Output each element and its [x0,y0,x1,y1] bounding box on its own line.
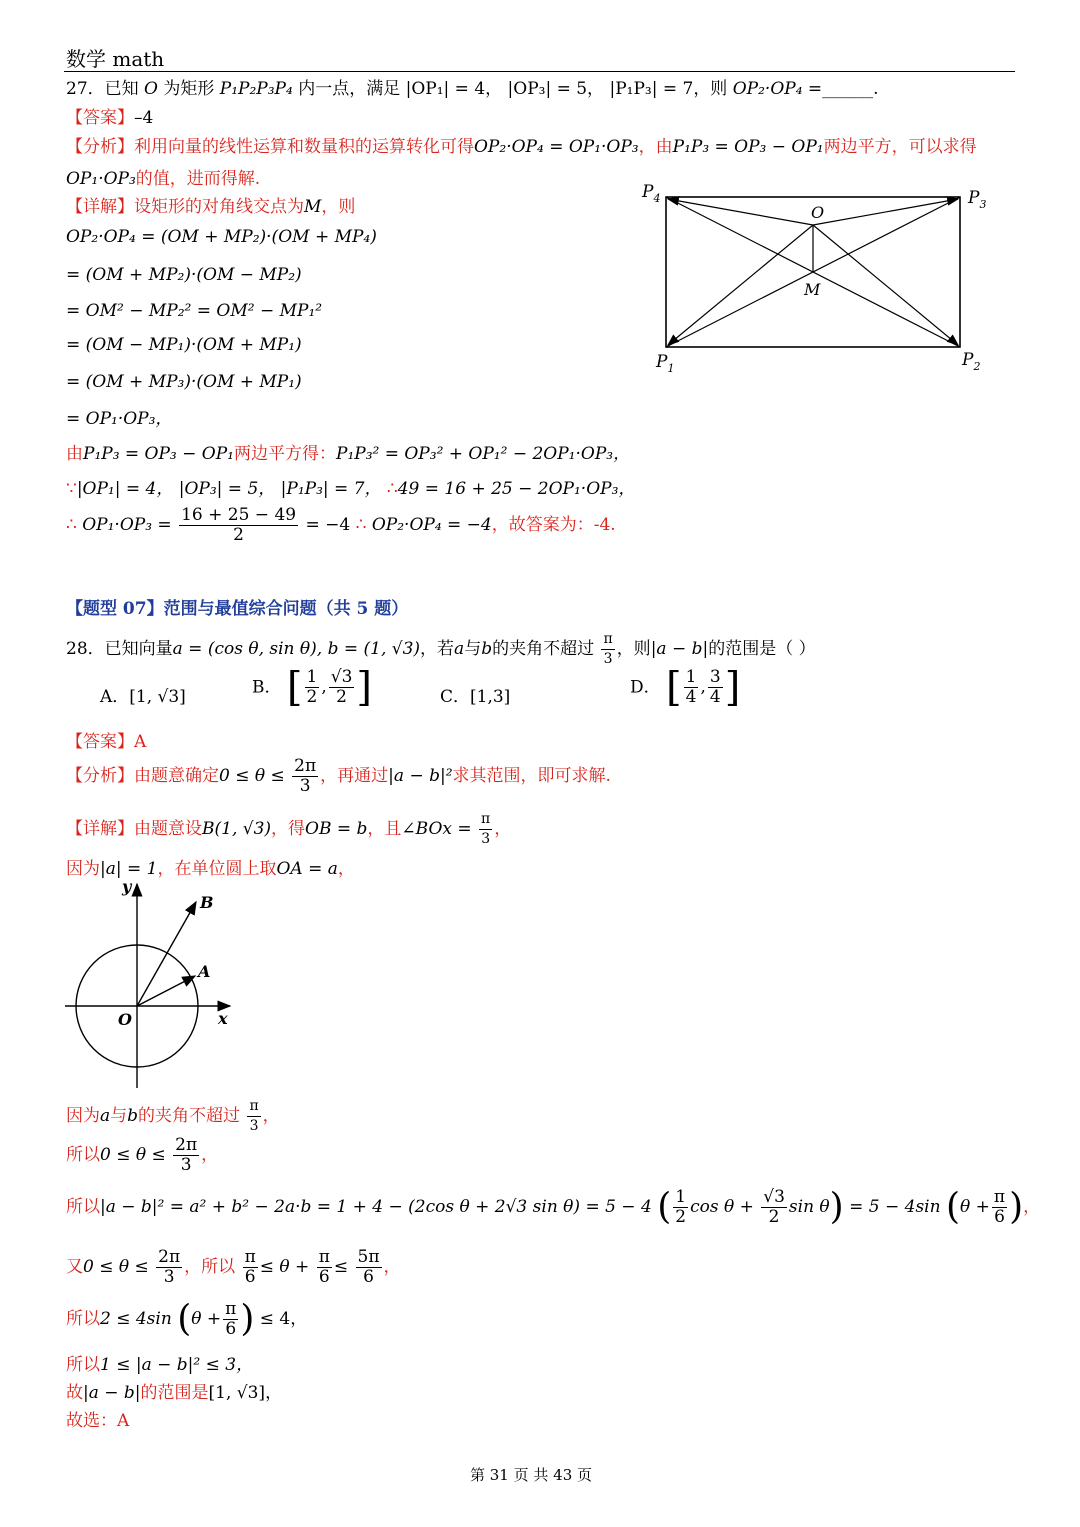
label-b: B [200,893,214,912]
label-m: M [804,280,821,299]
q27-detail-intro: 【详解】设矩形的对角线交点为M，则 [66,197,356,217]
label-p3: $P_3$ [968,188,987,211]
header-rule [64,71,1015,72]
q27-derivation-line-1: OP₂·OP₄ = (OM + MP₂)·(OM + MP₄) [66,227,377,247]
q28-unit-circle-figure [60,878,250,1093]
q27-stem: 27．已知 O 为矩形 P₁P₂P₃P₄ 内一点，满足 |OP₁| = 4， |OP₃| = 5， |P₁P₃| = 7，则 OP₂·OP₄ =______. [66,79,879,99]
q28-also-line: 又0 ≤ θ ≤ $\frac{2\pi}{3}$ ，所以 $\frac{\pi}{6}$ ≤ θ + $\frac{\pi}{6}$ ≤ $\frac{5\pi}{6}$ ， [66,1247,401,1287]
q27-derivation-line-4: = (OM − MP₁)·(OM + MP₁) [66,335,302,355]
label-p2: $P_2$ [962,350,981,373]
q27-answer: 【答案】–4 [66,108,154,128]
page-number: 第 31 页 共 43 页 [470,1466,593,1484]
q27-final-step: ∴ OP₁·OP₃ = $\frac{16 + 25 - 49}{2}$ = −4 ∴ OP₂·OP₄ = −4，故答案为：-4. [66,505,616,545]
q27-analysis-line1: 【分析】利用向量的线性运算和数量积的运算转化可得OP₂·OP₄ = OP₁·OP₃，由P₁P₃ = OP₃ − OP₁两边平方，可以求得 [66,137,977,157]
q28-answer: 【答案】A [66,732,147,752]
q27-derivation-line-3: = OM² − MP₂² = OM² − MP₁² [66,301,323,321]
q28-since-line: 因为a与b的夹角不超过 $\frac{\pi}{3}$ ， [66,1098,280,1134]
q27-analysis-line2: OP₁·OP₃的值，进而得解. [66,169,261,189]
q28-detail: 【详解】由题意设B(1, √3)，得OB = b，且∠BOx = $\frac{\pi}{3}$ ， [66,811,512,847]
q28-so-line-4: 所以1 ≤ |a − b|² ≤ 3， [66,1355,254,1375]
q28-analysis: 【分析】由题意确定0 ≤ θ ≤ $\frac{2\pi}{3}$ ，再通过|a − b|²求其范围，即可求解. [66,756,611,796]
q27-because-step: ∵|OP₁| = 4， |OP₃| = 5， |P₁P₃| = 7， ∴49 = 16 + 25 − 2OP₁·OP₃， [66,479,636,499]
label-x: x [218,1009,228,1028]
vector-op2 [813,225,958,345]
q27-rectangle-figure [630,175,1010,380]
q28-unit-circle-line: 因为|a| = 1，在单位圆上取OA = a， [66,859,355,879]
vector-op4 [668,199,813,225]
label-y: y [122,878,132,896]
q28-option-a: A．[1, √3] [100,687,186,707]
q28-option-b: B． [ $\frac{1}{2}$ , $\frac{√3}{2}$ ] [252,664,373,711]
label-p4: $P_4$ [642,182,661,205]
section-title: 【题型 07】范围与最值综合问题（共 5 题） [66,599,409,619]
q28-so-line-3: 所以2 ≤ 4sin (θ + $\frac{\pi}{6}$ ) ≤ 4， [66,1298,308,1340]
q28-option-d: D． [ $\frac{1}{4}$ , $\frac{3}{4}$ ] [630,664,741,711]
q27-derivation-line-2: = (OM + MP₂)·(OM − MP₂) [66,265,302,285]
q28-so-line-1: 所以0 ≤ θ ≤ $\frac{2\pi}{3}$ ， [66,1135,219,1175]
label-p1: $P_1$ [656,352,675,375]
label-origin: O [118,1010,132,1029]
q28-so-line-2: 所以|a − b|² = a² + b² − 2a·b = 1 + 4 − (2cos θ + 2√3 sin θ) = 5 − 4 ( $\frac{1}{2}$ cos θ + $\frac{√3}{2}$ sin θ) = 5 − 4sin (θ + $\frac{\pi}{6}$ )， [66,1186,1041,1228]
label-a: A [198,962,211,981]
q28-option-c: C．[1,3] [440,687,511,707]
q28-choose: 故选：A [66,1411,130,1431]
q28-stem: 28．已知向量a = (cos θ, sin θ), b = (1, √3)，若a与b的夹角不超过 $\frac{\pi}{3}$ ，则|a − b|的范围是（ ） [66,631,816,667]
q27-derivation-line-6: = OP₁·OP₃， [66,409,173,429]
q27-square-step: 由P₁P₃ = OP₃ − OP₁两边平方得：P₁P₃² = OP₃² + OP₁² − 2OP₁·OP₃， [66,444,631,464]
label-o: O [811,203,825,222]
q28-so-line-5: 故|a − b|的范围是[1, √3]， [66,1383,283,1403]
vector-op3 [813,199,958,225]
page-header-title: 数学 math [66,47,165,71]
vector-op1 [668,225,813,345]
q27-derivation-line-5: = (OM + MP₃)·(OM + MP₁) [66,372,302,392]
